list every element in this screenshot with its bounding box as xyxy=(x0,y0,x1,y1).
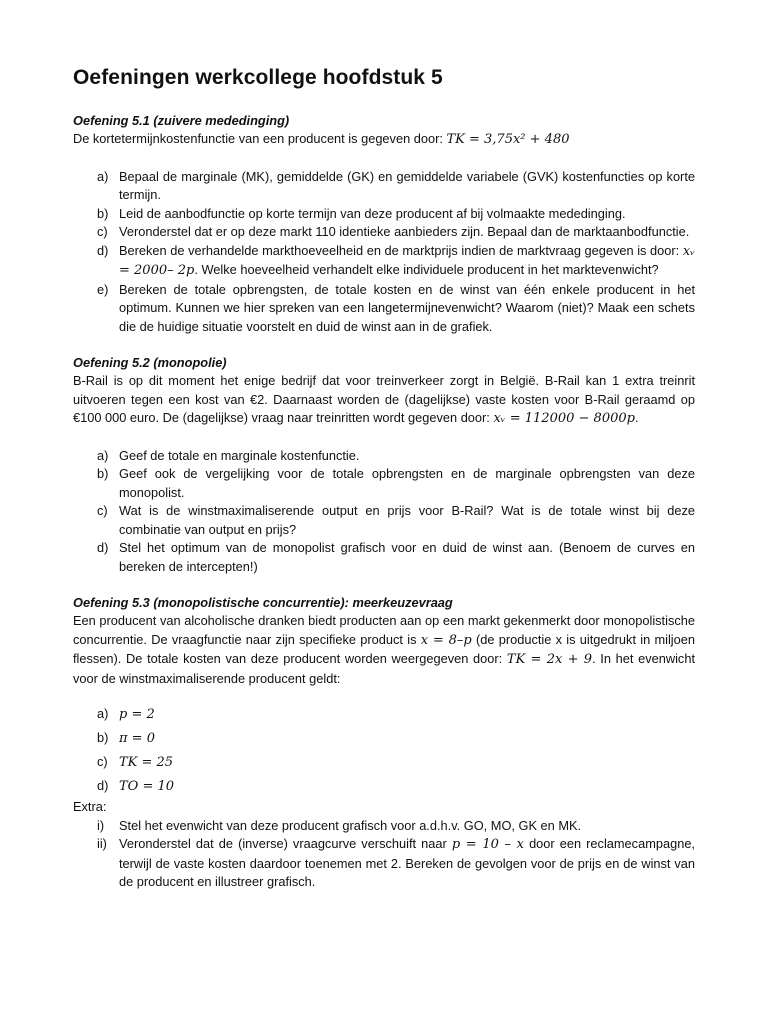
document-page xyxy=(73,66,695,892)
page-title: Oefeningen werkcollege hoofdstuk 5 xyxy=(73,66,443,89)
list-item: d) TO = 10 xyxy=(97,778,175,794)
exercise-5-3-title: Oefening 5.3 (monopolistische concurrentie): meerkeuzevraag xyxy=(73,595,453,610)
extra-label: Extra: xyxy=(73,799,107,814)
list-item: c) Wat is de winstmaximaliserende output en prijs voor B-Rail? Wat is de totale winst bij deze combinatie van output en prijs? xyxy=(97,503,695,537)
exercise-5-2-title: Oefening 5.2 (monopolie) xyxy=(73,355,227,370)
exercise-5-3-intro: Een producent van alcoholische dranken biedt producten aan op een markt gekenmerkt door monopolistische concurrentie. De vraagfunctie naar zijn specifieke product is x = 8–p (de productie x is uitgedrukt in miljoen flessen). De totale kosten van deze producent worden weergegeven door: TK = 2x + 9. In het evenwicht voor de winstmaximaliserende producent geldt: xyxy=(73,613,696,686)
shifted-demand-formula: p = 10 – x xyxy=(451,837,524,852)
exercise-5-2-intro: B-Rail is op dit moment het enige bedrijf dat voor treinverkeer zorgt in België. B-Rail kan 1 extra treinrit uitvoeren tegen een kost van €2. Daarnaast worden de (dagelijkse) vaste kosten voor B-Rail geraamd op €100 000 euro. De (dagelijkse) vraag naar treinritten wordt gegeven door: xᵥ = 112000 − 8000p. xyxy=(73,373,695,426)
list-item: b) Geef ook de vergelijking voor de totale opbrengsten en de marginale opbrengsten van deze monopolist. xyxy=(97,466,695,500)
list-item: a) Geef de totale en marginale kostenfunctie. xyxy=(97,447,360,463)
list-item: c) TK = 25 xyxy=(97,754,174,770)
exercise-5-2-questions xyxy=(73,447,695,577)
total-cost-formula: TK = 2x + 9 xyxy=(506,652,593,667)
list-item: a) p = 2 xyxy=(97,706,155,722)
list-item: a) Bepaal de marginale (MK), gemiddelde (GK) en gemiddelde variabele (GVK) kostenfuncties op korte termijn. xyxy=(97,168,695,202)
list-item: c) Veronderstel dat er op deze markt 110 identieke aanbieders zijn. Bepaal dan de marktaanbodfunctie. xyxy=(97,224,690,239)
extra-questions xyxy=(73,817,695,892)
list-item: e) Bereken de totale opbrengsten, de totale kosten en de winst van één enkele producent in het optimum. Kunnen we hier spreken van een langetermijnevenwicht? Waarom (niet)? Maak een schets die de huidige situatie voorstelt en duid de winst aan in de grafiek. xyxy=(97,281,695,334)
list-item: d) Stel het optimum van de monopolist grafisch voor en duid de winst aan. (Benoem de curves en bereken de intercepten!) xyxy=(97,540,695,574)
list-item: d) Bereken de verhandelde markthoeveelheid en de marktprijs indien de marktvraag gegeven is door: xᵥ = 2000– 2p. Welke hoeveelheid verhandelt elke individuele producent in het marktevenwicht? xyxy=(97,242,695,278)
list-item: b) Leid de aanbodfunctie op korte termijn van deze producent af bij volmaakte mededinging. xyxy=(97,205,626,221)
demand-formula: xᵥ = 112000 − 8000p xyxy=(493,411,635,426)
exercise-5-1-questions xyxy=(73,168,695,337)
cost-function-formula: TK = 3,75x² + 480 xyxy=(446,132,570,147)
list-item: ii) Veronderstel dat de (inverse) vraagcurve verschuift naar p = 10 – x door een reclamecampagne, terwijl de vaste kosten daardoor toenemen met 2. Bereken de gevolgen voor de prijs en de winst van de producent en illustreer grafisch. xyxy=(97,836,695,889)
multiple-choice-options xyxy=(73,702,695,798)
market-demand-formula: xᵥ = 2000– 2p xyxy=(119,243,695,278)
exercise-5-1-title: Oefening 5.1 (zuivere mededinging) xyxy=(73,113,290,128)
exercise-5-1-intro: De kortetermijnkostenfunctie van een producent is gegeven door: TK = 3,75x² + 480 xyxy=(73,131,570,147)
list-item: b) π = 0 xyxy=(97,730,155,746)
demand-function-formula: x = 8–p xyxy=(420,632,472,648)
list-item: i) Stel het evenwicht van deze producent grafisch voor a.d.h.v. GO, MO, GK en MK. xyxy=(97,817,582,833)
